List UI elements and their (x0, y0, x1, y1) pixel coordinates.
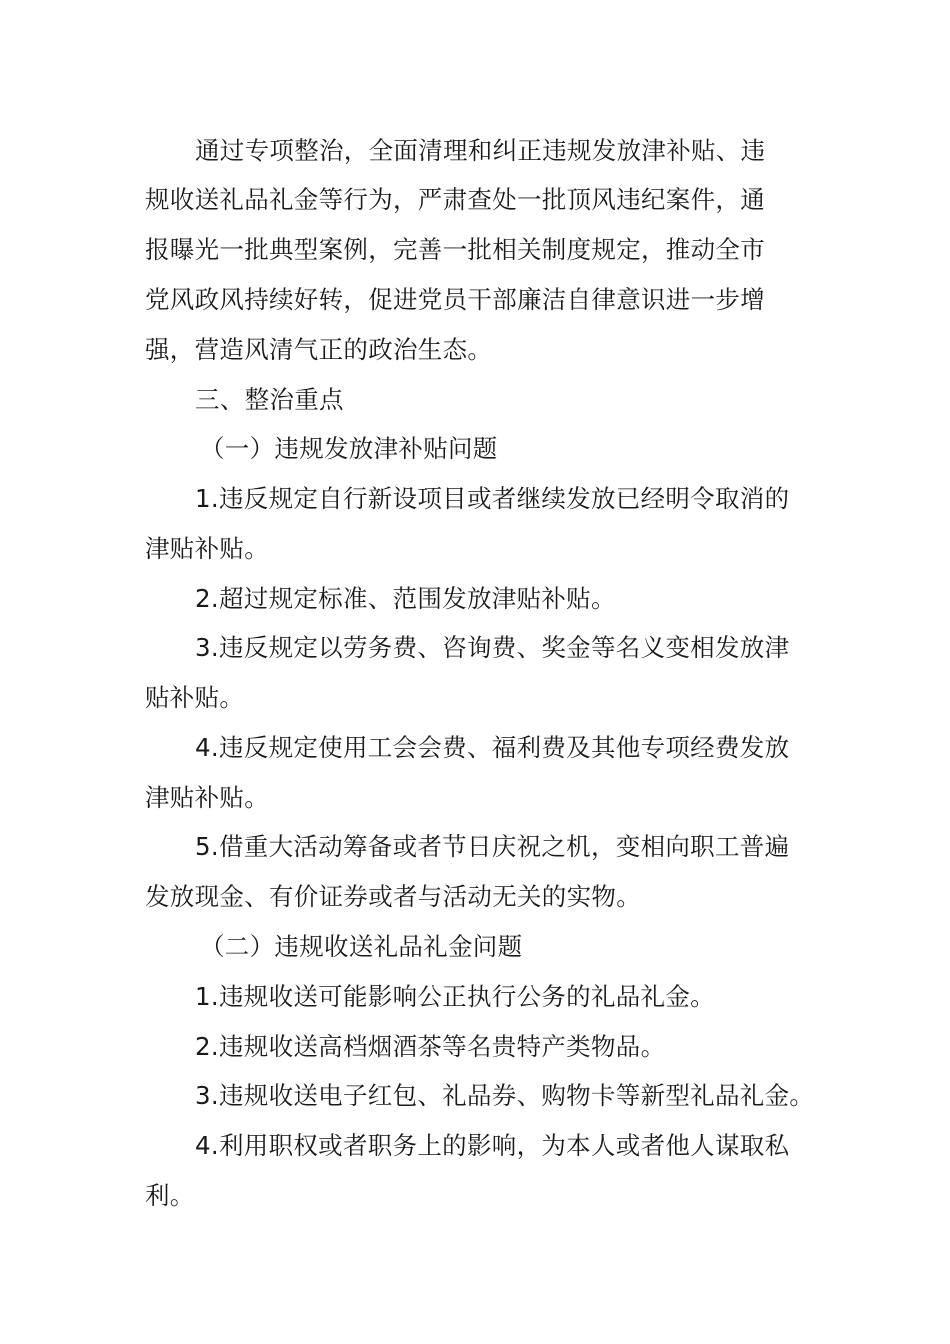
paragraph-line: 规收送礼品礼金等行为，严肃查处一批顶风违纪案件，通 (145, 185, 765, 214)
list-item-line: 贴补贴。 (145, 683, 245, 712)
paragraph-line: 通过专项整治，全面清理和纠正违规发放津补贴、违 (195, 136, 766, 165)
paragraph-line: 报曝光一批典型案例，完善一批相关制度规定，推动全市 (145, 235, 765, 264)
subsection-heading-2: （二）违规收送礼品礼金问题 (200, 932, 523, 961)
list-item-line: 4.利用职权或者职务上的影响，为本人或者他人谋取私 (195, 1131, 790, 1160)
list-item-line: 3.违规收送电子红包、礼品券、购物卡等新型礼品礼金。 (195, 1081, 815, 1110)
list-item-line: 1.违规收送可能影响公正执行公务的礼品礼金。 (195, 982, 715, 1011)
list-item-line: 发放现金、有价证券或者与活动无关的实物。 (145, 882, 641, 911)
list-item-line: 3.违反规定以劳务费、咨询费、奖金等名义变相发放津 (195, 633, 790, 662)
list-item-line: 1.违反规定自行新设项目或者继续发放已经明令取消的 (195, 484, 790, 513)
list-item-line: 2.超过规定标准、范围发放津贴补贴。 (195, 584, 616, 613)
section-heading: 三、整治重点 (195, 385, 344, 414)
paragraph-line: 强，营造风清气正的政治生态。 (145, 335, 493, 364)
list-item-line: 2.违规收送高档烟酒茶等名贵特产类物品。 (195, 1032, 666, 1061)
paragraph-line: 党风政风持续好转，促进党员干部廉洁自律意识进一步增 (145, 285, 765, 314)
list-item-line: 5.借重大活动筹备或者节日庆祝之机，变相向职工普遍 (195, 832, 790, 861)
subsection-heading-1: （一）违规发放津补贴问题 (200, 434, 498, 463)
list-item-line: 4.违反规定使用工会会费、福利费及其他专项经费发放 (195, 733, 790, 762)
list-item-line: 利。 (145, 1181, 195, 1210)
list-item-line: 津贴补贴。 (145, 534, 269, 563)
list-item-line: 津贴补贴。 (145, 783, 269, 812)
